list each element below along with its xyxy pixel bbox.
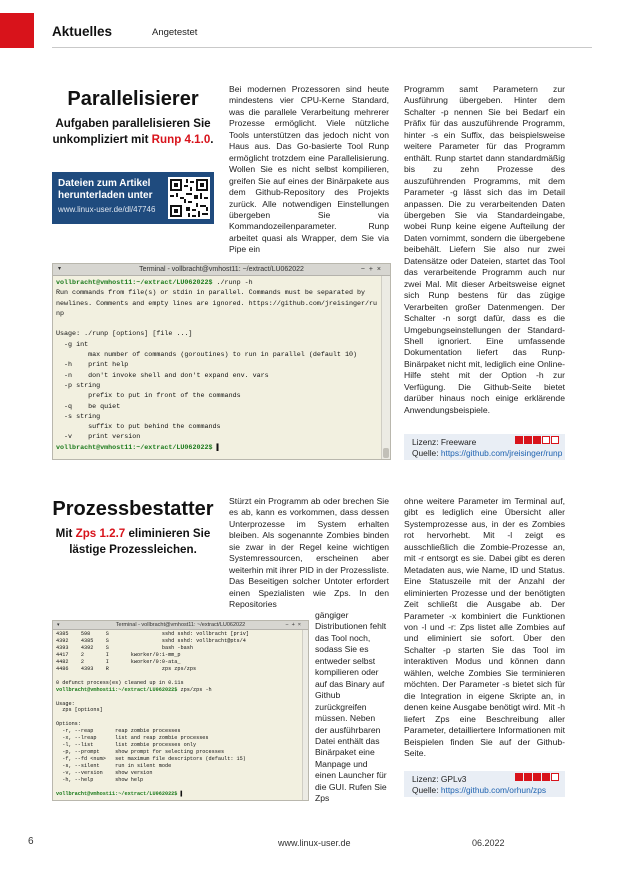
- article-title: Prozessbestatter: [52, 498, 214, 520]
- terminal-line: prefix to put in front of the commands: [56, 392, 241, 401]
- terminal-line: np: [56, 309, 65, 318]
- rating-bars: [515, 436, 560, 447]
- terminal-line: -n don't invoke shell and don't expand env. vars: [56, 371, 269, 380]
- terminal-line: 4385 598 S sshd sshd: vollbracht [priv]: [56, 631, 250, 637]
- header-rule: [52, 47, 592, 48]
- shell-prompt: vollbracht@vmhost11:~/extract/LU062022$: [56, 279, 213, 287]
- source-link[interactable]: https://github.com/jreisinger/runp: [440, 448, 563, 458]
- download-url[interactable]: www.linux-user.de/dl/47746: [58, 205, 156, 214]
- terminal-line: -s string: [56, 412, 101, 421]
- footer-url[interactable]: www.linux-user.de: [278, 838, 351, 848]
- terminal-line: Usage: ./runp [options] [file ...]: [56, 330, 193, 339]
- terminal-window: [52, 620, 309, 801]
- terminal-line: [56, 687, 300, 694]
- footer-issue: 06.2022: [472, 838, 505, 848]
- article-body-col2: ohne weitere Parameter im Terminal auf, gibt es lediglich eine Übersicht aller Systemprozesse aus, in der es Zombies rot hervorhebt. Mit -l zeigt es ausschließlich die Zombie-Prozesse an, mit -r entsorgt es sie. Dabei gibt es deren Metadaten aus, wie Name, ID und Status. Eine Statuszeile mit der Anzahl der eliminierten Prozesse und der benötigten Zeit schließt die Ausgabe ab. Der Parameter -x kombiniert die Funktionen von -l und -r: Zps listet alle Zombies auf und eliminiert sie sofort. Über den Schalter -p starten Sie das Tool im interaktiven Modus und können dann wählen, welche Zombies Sie terminieren möchten. Der Parameter -s bietet sich für die Integration in eigene Skripte an, in denen keine Ausgabe benötigt wird. Mit -h liefert Zps eine Beschreibung aller Parameter, detailliertere Informationen mit Beispielen finden Sie auf der Github-Seite.: [404, 496, 565, 758]
- terminal-line: -x, --lreap list and reap zombie processes: [56, 735, 209, 742]
- window-menu-icon[interactable]: ▾: [57, 622, 60, 628]
- shell-prompt: vollbracht@vmhost11:~/extract/LU062022$: [56, 443, 213, 452]
- terminal-output: [56, 631, 300, 798]
- terminal-line: -h, --help show help: [56, 777, 144, 784]
- rating-bar-filled: [524, 436, 532, 444]
- terminal-line: -p, --prompt show prompt for selecting processes: [56, 749, 225, 756]
- article-body-col1-narrow: gängiger Distributionen fehlt das Tool noch, sodass Sie es entweder selbst kompilieren oder auf das Binary auf Github zurückgreifen müssen. Neben der ausführbaren Datei enthält das Binärpaket eine Manpage und einen Launcher für die GUI. Rufen Sie Zps: [315, 610, 387, 804]
- terminal-line: 4486 4393 R zps zps/zps: [56, 665, 197, 672]
- terminal-line: -q be quiet: [56, 402, 121, 411]
- terminal-line: [56, 673, 300, 680]
- source-link[interactable]: https://github.com/orhun/zps: [440, 785, 547, 795]
- terminal-line: suffix to put behind the commands: [56, 423, 221, 432]
- rating-bar-empty: [551, 773, 559, 781]
- license-box: [404, 434, 565, 460]
- terminal-window: [52, 263, 391, 460]
- terminal-titlebar: [53, 621, 308, 630]
- scrollbar-thumb[interactable]: [383, 448, 389, 458]
- maximize-icon[interactable]: +: [291, 622, 298, 628]
- close-icon[interactable]: ×: [376, 266, 385, 273]
- maximize-icon[interactable]: +: [368, 266, 377, 273]
- terminal-scrollbar[interactable]: [302, 630, 308, 800]
- rating-bars: [515, 773, 560, 784]
- shell-command: ./runp -h: [212, 279, 253, 287]
- terminal-line: -g int: [56, 340, 89, 349]
- rating-bar-filled: [533, 773, 541, 781]
- section-color-tab: [0, 13, 34, 48]
- terminal-line: -f, --fd <num> set maximum file descriptors (default: 15): [56, 756, 246, 763]
- tool-name: Runp 4.1.0: [151, 133, 211, 146]
- terminal-line: [56, 443, 378, 453]
- terminal-line: -p string: [56, 381, 101, 390]
- terminal-line: -r, --reap reap zombie processes: [56, 728, 181, 735]
- terminal-line: [56, 714, 300, 721]
- article-deck: Mit Zps 1.2.7 eliminieren Sie lästige Prozessleichen.: [55, 527, 211, 556]
- terminal-line: Usage:: [56, 700, 75, 707]
- terminal-line: newlines. Comments and empty lines are ignored. https://github.com/jreisinger/ru: [56, 299, 378, 308]
- article-deck: Aufgaben parallelisieren Sie unkompliziert mit Runp 4.1.0.: [52, 117, 214, 146]
- download-box: [52, 172, 214, 224]
- tool-name: Zps 1.2.7: [75, 527, 126, 540]
- window-menu-icon[interactable]: ▾: [58, 266, 62, 272]
- article-body-col1-top: Stürzt ein Programm ab oder brechen Sie es ab, kann es vorkommen, dass dessen Unterprozesse im System erhalten bleiben. Als sogenannte Zombies binden sie zwar in der Regel keine wichtigen Systemressourcen, erscheinen aber weiterhin mit ihrer PID in der Prozessliste. Das Beseitigen solcher Untoter erfordert einen Spezialisten wie Zps. In den Repositories: [229, 496, 389, 610]
- terminal-line: -s, --silent run in silent mode: [56, 763, 172, 770]
- shell-command: ▌: [177, 790, 184, 797]
- license-box: [404, 771, 565, 797]
- article-body-col1: Bei modernen Prozessoren sind heute mindestens vier CPU-Kerne Standard, was die parallele Verarbeitung mehrerer Prozesse ermöglicht. Viele nützliche Tools unterstützen das jedoch nicht von Haus aus. Das Go-basierte Tool Runp ermöglicht trotzdem eine Parallelisierung. Wollen Sie es nicht selbst kompilieren, greifen Sie auf eines der Binärpakete aus dem Github-Repository des Projekts zurück. Alle notwendigen Einstellungen übergeben Sie via Kommandozeilenparameter. Runp arbeitet quasi als Wrapper, dem Sie via Pipe ein: [229, 84, 389, 255]
- rating-bar-empty: [551, 436, 559, 444]
- terminal-line: 4417 2 I kworker/0:1-mm_p: [56, 651, 181, 658]
- terminal-line: -h print help: [56, 361, 129, 370]
- rating-bar-filled: [542, 773, 550, 781]
- section-label: Aktuelles: [52, 24, 113, 39]
- terminal-line: zps [options]: [56, 707, 103, 714]
- terminal-title: Terminal - vollbracht@vmhost11: ~/extract/LU062022: [115, 622, 246, 628]
- shell-command: zps/zps -h: [177, 686, 212, 693]
- shell-prompt: vollbracht@vmhost11:~/extract/LU062022$: [56, 790, 178, 797]
- window-controls: [285, 621, 304, 630]
- license-source: Quelle: https://github.com/jreisinger/runp: [412, 448, 563, 458]
- terminal-line: [56, 791, 300, 798]
- terminal-line: Run commands from file(s) or stdin in parallel. Commands must be separated by: [56, 289, 366, 298]
- shell-command: ▌: [212, 443, 221, 452]
- minimize-icon[interactable]: −: [285, 622, 292, 628]
- page-number: 6: [28, 836, 34, 847]
- terminal-line: -v print version: [56, 433, 141, 442]
- terminal-line: -v, --version show version: [56, 770, 153, 777]
- terminal-title: Terminal - vollbracht@vmhost11: ~/extract/LU062022: [139, 266, 304, 273]
- subsection-label: Angetestet: [152, 27, 198, 38]
- qr-code-icon: [168, 176, 210, 220]
- article-title: Parallelisierer: [67, 88, 199, 110]
- license-label: Lizenz: GPLv3: [412, 774, 467, 784]
- terminal-scrollbar[interactable]: [381, 276, 390, 459]
- terminal-titlebar: [53, 264, 390, 276]
- article-body-col2: Programm samt Parametern zur Ausführung übergeben. Hinter dem Schalter -p nennen Sie bei Bedarf ein Präfix für das auszuführende Programm, hinter -s ein Suffix, das beispielsweise weitere Parameter für das Programm enthält. Runp startet dann standardmäßig bis zu zehn Prozesse des auszuführenden Programms, mit dem Parameter -g lässt sich das im Detail anpassen. Die zu verarbeitenden Daten übergeben Sie via Standardeingabe, wobei Runp keine eigene Aufteilung der Daten vornimmt, sondern die übergebene beibehält. Liefern Sie also nur zwei Datensätze oder Dateien, startet das Tool das verarbeitende Programm auch nur zwei Mal. Mit dieser Arbeitsweise eignet sich Runp bestens für das zügige Verarbeiten großer Datenmengen. Der Schalter -n sorgt dafür, dass es die Umgebungseinstellungen der Standard-Shell ignoriert. Eine umfassende Dokumentation liefert das Runp-Binärpaket nicht mit, lediglich eine Online-Hilfe steht mit der Option -h zur Verfügung. Die Github-Seite bietet darüber hinaus noch einige erklärende Anwendungsbeispiele.: [404, 84, 565, 415]
- terminal-line: -l, --list list zombie processes only: [56, 742, 197, 749]
- rating-bar-filled: [533, 436, 541, 444]
- download-box-title: Dateien zum Artikel herunterladen unter: [58, 178, 153, 201]
- minimize-icon[interactable]: −: [360, 266, 369, 273]
- license-label: Lizenz: Freeware: [412, 437, 477, 447]
- shell-prompt: vollbracht@vmhost11:~/extract/LU062022$: [56, 686, 178, 693]
- terminal-line: 4392 4385 S sshd sshd: vollbracht@pts/4: [56, 637, 246, 644]
- rating-bar-filled: [515, 773, 523, 781]
- terminal-output: [56, 278, 378, 453]
- rating-bar-filled: [524, 773, 532, 781]
- rating-bar-empty: [542, 436, 550, 444]
- terminal-line: [56, 694, 300, 701]
- rating-bar-filled: [515, 436, 523, 444]
- terminal-line: [56, 278, 378, 288]
- terminal-line: max number of commands (goroutines) to run in parallel (default 10): [56, 351, 357, 360]
- terminal-line: Options:: [56, 721, 81, 728]
- terminal-line: [56, 784, 300, 791]
- window-controls: [361, 264, 385, 275]
- terminal-line: [56, 319, 378, 329]
- terminal-line: 4393 4392 S bash -bash: [56, 644, 193, 651]
- license-source: Quelle: https://github.com/orhun/zps: [412, 785, 547, 795]
- close-icon[interactable]: ×: [297, 622, 304, 628]
- terminal-line: 4482 2 I kworker/0:0-ata_: [56, 658, 181, 665]
- terminal-line: 0 defunct process(es) cleaned up in 0.11s: [56, 679, 184, 686]
